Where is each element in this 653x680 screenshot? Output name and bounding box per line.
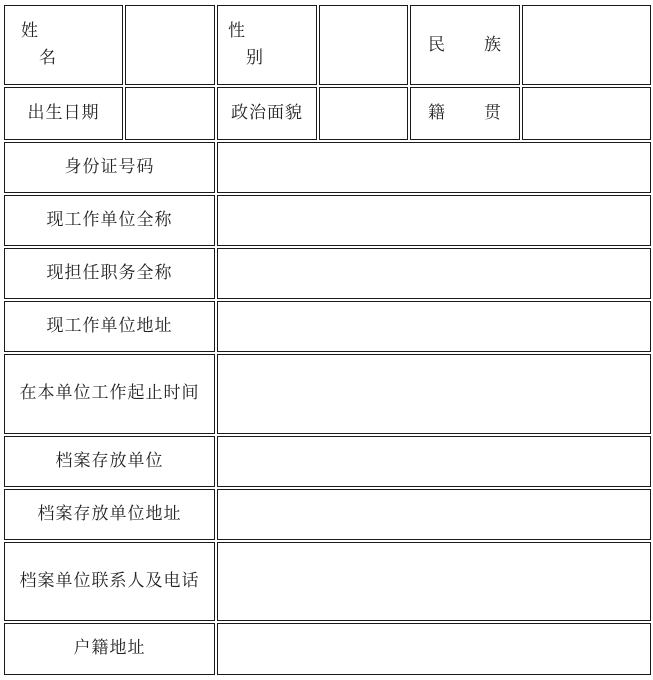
birth-date-field[interactable] <box>125 87 215 140</box>
form-row <box>4 301 651 352</box>
form-row-name <box>4 5 651 85</box>
form-row <box>4 195 651 246</box>
employment-period-label: 在本单位工作起止时间 <box>4 354 215 433</box>
employer-address-label: 现工作单位地址 <box>4 301 215 352</box>
origin-field[interactable] <box>522 87 651 140</box>
employer-name-label: 现工作单位全称 <box>4 195 215 246</box>
form-row <box>4 489 651 540</box>
form-row <box>4 248 651 299</box>
political-status-label: 政治面貌 <box>217 87 317 140</box>
gender-label <box>217 5 317 85</box>
ethnicity-label <box>410 5 520 85</box>
position-title-field[interactable] <box>217 248 651 299</box>
political-status-field[interactable] <box>319 87 408 140</box>
archive-unit-label: 档案存放单位 <box>4 436 215 487</box>
gender-label-char1: 性 <box>228 21 246 42</box>
position-title-label: 现担任职务全称 <box>4 248 215 299</box>
origin-label <box>410 87 520 140</box>
name-label-char2: 名 <box>39 48 57 69</box>
archive-unit-address-label: 档案存放单位地址 <box>4 489 215 540</box>
household-address-field[interactable] <box>217 623 651 675</box>
birth-date-label: 出生日期 <box>4 87 123 140</box>
form-row <box>4 354 651 433</box>
ethnicity-label-char2: 族 <box>484 34 502 55</box>
info-form-table <box>2 3 653 677</box>
archive-contact-field[interactable] <box>217 542 651 621</box>
gender-field[interactable] <box>319 5 408 85</box>
archive-unit-field[interactable] <box>217 436 651 487</box>
form-row-birth <box>4 87 651 140</box>
ethnicity-field[interactable] <box>522 5 651 85</box>
household-address-label: 户籍地址 <box>4 623 215 675</box>
employment-period-field[interactable] <box>217 354 651 433</box>
form-row <box>4 436 651 487</box>
form-row <box>4 142 651 193</box>
name-label <box>4 5 123 85</box>
archive-contact-label: 档案单位联系人及电话 <box>4 542 215 621</box>
employer-name-field[interactable] <box>217 195 651 246</box>
origin-label-char2: 贯 <box>484 103 502 124</box>
form-row <box>4 542 651 621</box>
name-field[interactable] <box>125 5 215 85</box>
id-number-field[interactable] <box>217 142 651 193</box>
form-row <box>4 623 651 675</box>
id-number-label: 身份证号码 <box>4 142 215 193</box>
ethnicity-label-char1: 民 <box>428 34 446 55</box>
origin-label-char1: 籍 <box>428 103 446 124</box>
gender-label-char2: 别 <box>246 48 264 69</box>
employer-address-field[interactable] <box>217 301 651 352</box>
name-label-char1: 姓 <box>21 21 39 42</box>
archive-unit-address-field[interactable] <box>217 489 651 540</box>
